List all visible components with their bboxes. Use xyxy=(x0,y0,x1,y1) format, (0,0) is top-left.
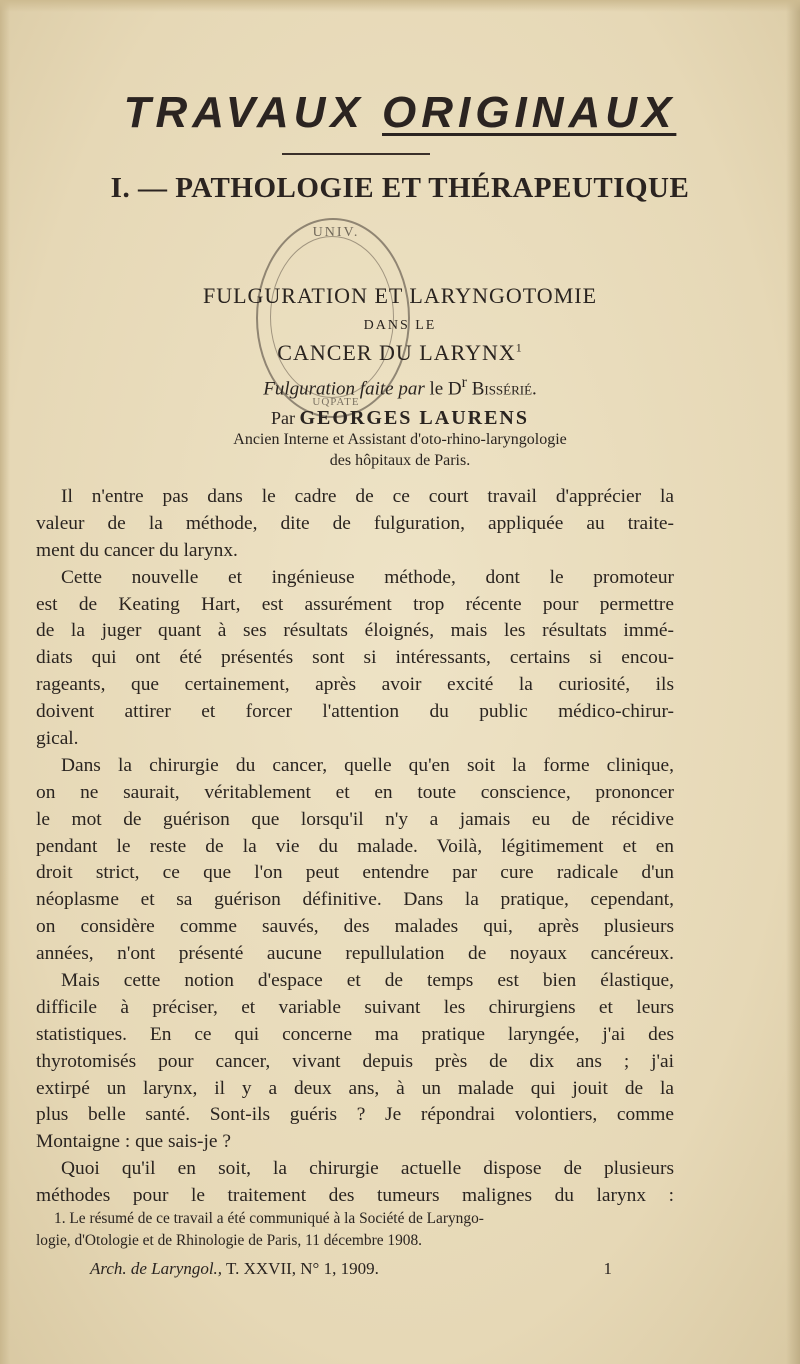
author-name: GEORGES LAURENS xyxy=(299,407,529,429)
body-line: thyrotomisés pour cancer, vivant depuis près de dix ans ; j'ai xyxy=(36,1050,674,1072)
section-heading: I. — PATHOLOGIE ET THÉRAPEUTIQUE xyxy=(110,172,690,204)
body-line: on ne saurait, véritablement et en toute conscience, prononcer xyxy=(36,781,674,803)
body-line: difficile à préciser, et variable suivant les chirurgiens et leurs xyxy=(36,996,674,1018)
stamp-text: UQPATE xyxy=(312,396,360,408)
body-line: Dans la chirurgie du cancer, quelle qu'en soit la forme clinique, xyxy=(61,754,674,776)
article-subtitle xyxy=(0,374,800,400)
article-title-line: FULGURATION ET LARYNGOTOMIE xyxy=(202,283,598,308)
body-line: Mais cette notion d'espace et de temps est bien élastique, xyxy=(61,970,674,992)
body-line: doivent attirer et forcer l'attention du public médico-chirur- xyxy=(36,701,674,723)
body-line: méthodes pour le traitement des tumeurs malignes du larynx : xyxy=(36,1185,674,1207)
author-prefix: Par xyxy=(271,408,300,428)
journal-name: Arch. de Laryngol., xyxy=(90,1259,223,1278)
body-line: Cette nouvelle et ingénieuse méthode, dont le promoteur xyxy=(61,566,674,588)
article-title-line: DANS LE xyxy=(363,318,437,333)
body-line: on considère comme sauvés, des malades qui, après plusieurs xyxy=(36,916,674,938)
journal-volume: T. XXVII, N° 1, 1909. xyxy=(222,1259,379,1278)
body-line: pendant le reste de la vie du malade. Voilà, légitimement et en xyxy=(36,835,674,857)
body-line: ment du cancer du larynx. xyxy=(36,539,238,561)
body-line: statistiques. En ce qui concerne ma pratique laryngée, j'ai des xyxy=(36,1023,674,1045)
author-line xyxy=(0,407,800,430)
stamp-text: UNIV. xyxy=(312,225,360,240)
footnote-ref: 1 xyxy=(515,340,523,355)
body-line: est de Keating Hart, est assurément trop récente pour permettre xyxy=(36,593,674,615)
masthead-word: TRAVAUX xyxy=(123,88,365,137)
body-line: plus belle santé. Sont-ils guéris ? Je répondrai volontiers, comme xyxy=(36,1104,674,1126)
body-line: néoplasme et sa guérison définitive. Dans la pratique, cependant, xyxy=(36,889,674,911)
article-title-text: CANCER DU LARYNX xyxy=(277,340,516,365)
body-line: extirpé un larynx, il y a deux ans, à un malade qui jouit de la xyxy=(36,1077,674,1099)
masthead-word: ORIGINAUX xyxy=(382,88,677,137)
body-line: rageants, que certainement, après avoir excité la curiosité, ils xyxy=(36,674,674,696)
page-number: 1 xyxy=(603,1259,612,1278)
body-line: valeur de la méthode, dite de fulguration, appliquée au traite- xyxy=(36,512,674,534)
page-edge-shadow xyxy=(0,0,800,12)
article-title-line xyxy=(0,340,800,366)
author-affiliation: Ancien Interne et Assistant d'oto-rhino-laryngologie xyxy=(233,431,567,448)
divider xyxy=(282,153,430,155)
body-line: droit strict, ce que l'on peut entendre par cure radicale d'un xyxy=(36,862,674,884)
author-affiliation: des hôpitaux de Paris. xyxy=(329,452,471,469)
subtitle-name: Bissérié. xyxy=(466,378,537,400)
body-line: le mot de guérison que lorsqu'il n'y a jamais eu de récidive xyxy=(36,808,674,830)
body-text xyxy=(36,484,674,1210)
masthead-title xyxy=(0,88,800,138)
body-line: Il n'entre pas dans le cadre de ce court travail d'apprécier la xyxy=(61,486,674,507)
footnote-line: 1. Le résumé de ce travail a été communiqué à la Société de Laryngo- xyxy=(54,1210,484,1227)
body-line: gical. xyxy=(36,728,79,750)
subtitle-italic: Fulguration faite par xyxy=(263,378,425,400)
footnote xyxy=(36,1208,674,1252)
body-line: diats qui ont été présentés sont si intéressants, certains si encou- xyxy=(36,647,674,669)
body-line: Quoi qu'il en soit, la chirurgie actuelle dispose de plusieurs xyxy=(61,1158,674,1180)
journal-reference xyxy=(90,1259,620,1279)
body-line: Montaigne : que sais-je ? xyxy=(36,1131,231,1153)
body-line: années, n'ont présenté aucune repullulation de noyaux cancéreux. xyxy=(36,943,674,965)
subtitle-text: le D xyxy=(424,378,462,400)
footnote-line: logie, d'Otologie et de Rhinologie de Paris, 11 décembre 1908. xyxy=(36,1232,423,1249)
body-line: de la juger quant à ses résultats éloignés, mais les résultats immé- xyxy=(36,620,674,642)
subtitle-sup: r xyxy=(461,374,467,391)
